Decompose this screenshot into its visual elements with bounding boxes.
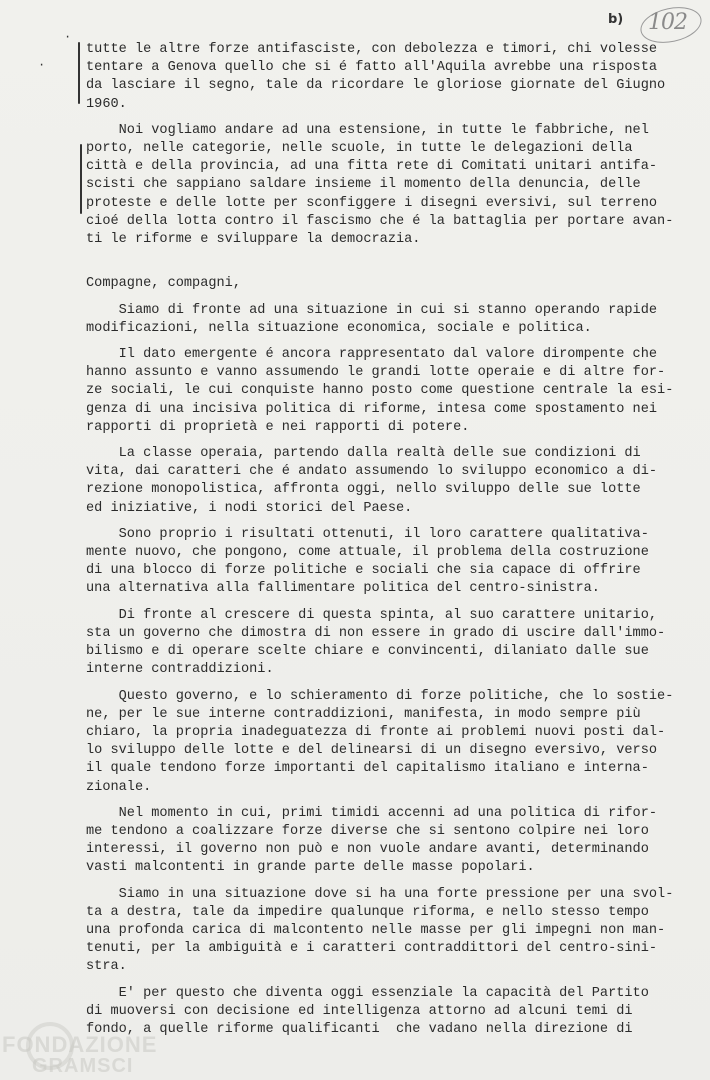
text-line: me tendono a coalizzare forze diverse che si sentono colpire nei loro (86, 823, 649, 839)
text-line: vasti malcontenti in grande parte delle masse popolari. (86, 860, 535, 876)
text-line: stra. (86, 959, 127, 975)
text-line: porto, nelle categorie, nelle scuole, in tutte le delegazioni della (86, 141, 633, 157)
text-line: ta a destra, tale da impedire qualunque riforma, e nello stesso tempo (86, 904, 649, 920)
text-line: ze sociali, le cui conquiste hanno posto come questione centrale la esi- (86, 383, 674, 399)
paragraph (86, 346, 682, 437)
text-line: ne, per le sue interne contraddizioni, manifesta, in modo sempre più (86, 706, 641, 722)
paragraph (86, 122, 682, 249)
text-line: genza di una incisiva politica di riforme, intesa come spostamento nei (86, 401, 658, 417)
text-line: tenuti, per la ambiguità e i caratteri contraddittori del centro-sini- (86, 941, 658, 957)
text-line: Nel momento in cui, primi timidi accenni ad una politica di rifor- (86, 805, 658, 821)
text-line: E' per questo che diventa oggi essenziale la capacità del Partito (86, 985, 649, 1001)
paragraph (86, 302, 682, 338)
text-line: fondo, a quelle riforme qualificanti che vadano nella direzione di (86, 1021, 633, 1037)
margin-bracket (78, 42, 80, 104)
text-line: mente nuovo, che pongono, come attuale, il problema della costruzione (86, 545, 649, 561)
margin-dot: · (64, 30, 72, 44)
paragraph (86, 41, 682, 114)
text-line: scisti che sappiano saldare insieme il momento della denuncia, delle (86, 177, 641, 193)
text-line: interne contraddizioni. (86, 662, 274, 678)
text-line: rezione monopolistica, affronta oggi, nello sviluppo delle sue lotte (86, 482, 641, 498)
text-line: chiaro, la propria inadeguatezza di fronte ai problemi nuovi posti dal- (86, 724, 666, 740)
text-line: tutte le altre forze antifasciste, con debolezza e timori, chi volesse (86, 42, 658, 57)
text-line: Questo governo, e lo schieramento di forze politiche, che lo sostie- (86, 688, 674, 704)
text-line: da lasciare il segno, tale da ricordare le gloriose giornate del Giugno (86, 78, 666, 94)
paragraph (86, 526, 682, 599)
text-line: una profonda carica di malcontento nelle masse per gli impegni non man- (86, 922, 666, 938)
watermark-line1: FONDAZIONE (2, 1032, 158, 1057)
text-line (86, 257, 682, 275)
text-line: Compagne, compagni, (86, 276, 241, 292)
text-line: Sono proprio i risultati ottenuti, il loro carattere qualitativa- (86, 526, 649, 542)
paragraph (86, 445, 682, 518)
text-line: Il dato emergente é ancora rappresentato dal valore dirompente che (86, 347, 658, 363)
page-number: b) (608, 12, 624, 27)
text-line: interessi, il governo non può e non vuole andare avanti, determinando (86, 842, 649, 858)
typed-text-body (86, 41, 682, 1047)
text-line: hanno assunto e vanno assumendo le grandi lotte operaie e di altre for- (86, 365, 666, 381)
text-line: Siamo in una situazione dove si ha una forte pressione per una svol- (86, 886, 674, 902)
text-line: rapporti di proprietà e nei rapporti di potere. (86, 419, 470, 435)
text-line: di muoversi con decisione ed intelligenza attorno ad alcuni temi di (86, 1003, 633, 1019)
text-line: vita, dai caratteri che é andato assumendo lo sviluppo economico a di- (86, 464, 658, 480)
greeting (86, 257, 682, 293)
paragraph (86, 688, 682, 797)
text-line: bilismo e di operare scelte chiare e convincenti, dilaniato dalle sue (86, 644, 649, 660)
text-line: tentare a Genova quello che si é fatto all'Aquila avrebbe una risposta (86, 60, 658, 76)
paragraph (86, 607, 682, 680)
text-line: ti le riforme e sviluppare la democrazia. (86, 232, 421, 248)
text-line: Noi vogliamo andare ad una estensione, in tutte le fabbriche, nel (86, 122, 649, 138)
paragraph (86, 805, 682, 878)
text-line: ed iniziative, i nodi storici del Paese. (86, 500, 413, 516)
text-line: Siamo di fronte ad una situazione in cui si stanno operando rapide (86, 302, 658, 318)
text-line: una alternativa alla fallimentare politica del centro-sinistra. (86, 581, 600, 597)
text-line: zionale. (86, 779, 152, 795)
text-line: Di fronte al crescere di questa spinta, al suo carattere unitario, (86, 607, 658, 623)
margin-dot: · (38, 58, 46, 72)
text-line: cioé della lotta contro il fascismo che é la battaglia per portare avan- (86, 213, 674, 229)
text-line: città e della provincia, ad una fitta rete di Comitati unitari antifa- (86, 159, 658, 175)
text-line: sta un governo che dimostra di non essere in grado di uscire dall'immo- (86, 625, 666, 641)
text-line: modificazioni, nella situazione economica, sociale e politica. (86, 320, 592, 336)
text-line: di una blocco di forze politiche e sociali che sia capace di offrire (86, 563, 641, 579)
paragraph (86, 985, 682, 1040)
text-line: lo sviluppo delle lotte e del delinearsi di un disegno eversivo, verso (86, 743, 658, 759)
watermark (2, 1034, 157, 1076)
text-line: proteste e delle lotte per sconfiggere i disegni eversivi, sul terreno (86, 195, 658, 211)
text-line: 1960. (86, 96, 127, 112)
paragraph (86, 886, 682, 977)
text-line: il quale tendono forze importanti del capitalismo italiano e interna- (86, 761, 649, 777)
watermark-line2: GRAMSCI (32, 1055, 134, 1077)
text-line: La classe operaia, partendo dalla realtà delle sue condizioni di (86, 446, 641, 462)
margin-bracket (80, 144, 82, 214)
archive-number: 102 (648, 10, 687, 35)
